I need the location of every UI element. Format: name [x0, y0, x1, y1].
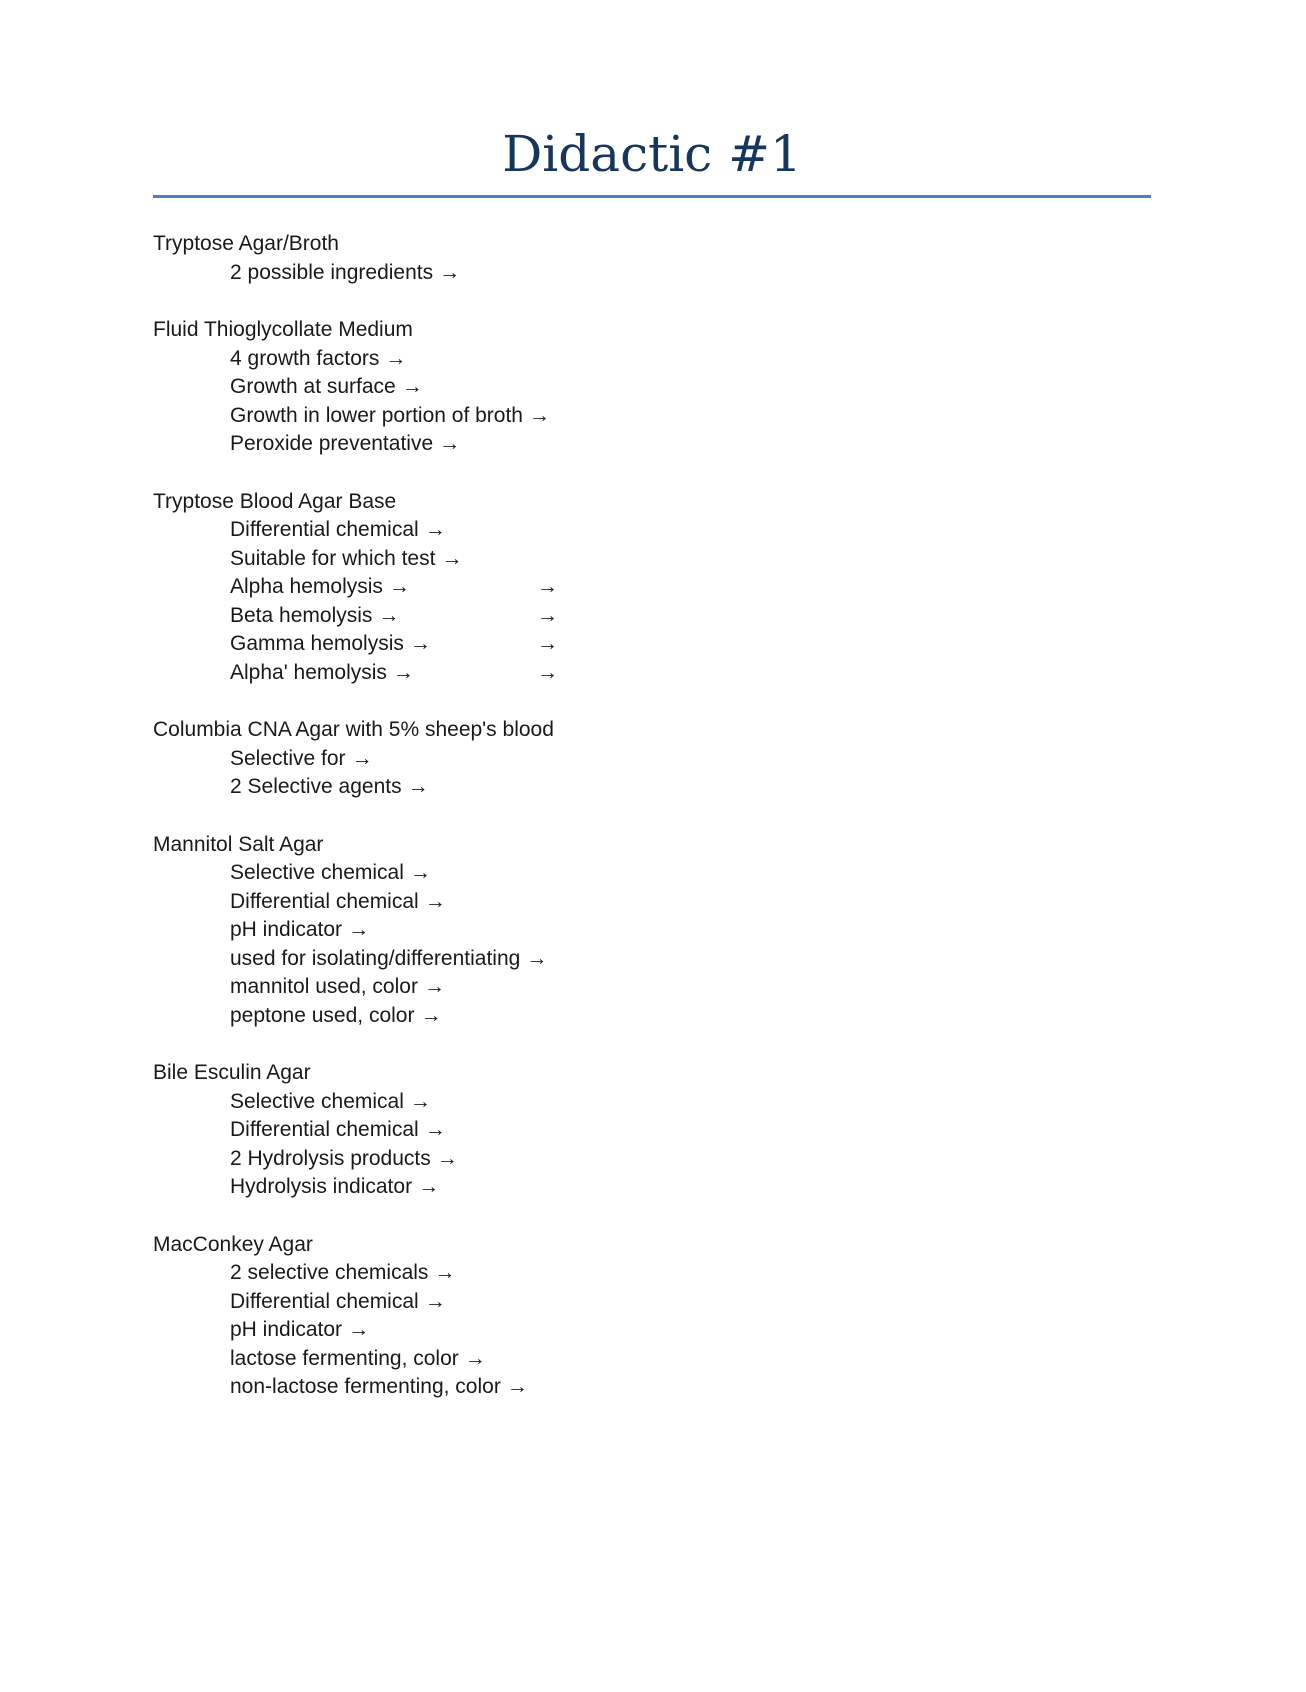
right-arrow-icon: →	[351, 746, 373, 770]
item-label: non-lactose fermenting, color	[230, 1375, 501, 1398]
right-arrow-icon: →	[436, 1146, 458, 1170]
right-arrow-icon: →	[441, 546, 463, 570]
item-label: Growth at surface	[230, 375, 396, 398]
section-heading: Tryptose Agar/Broth	[153, 232, 339, 255]
section	[153, 831, 1151, 1031]
section	[153, 316, 1151, 459]
question-item	[153, 545, 1151, 574]
section-heading: Tryptose Blood Agar Base	[153, 489, 397, 513]
right-arrow-icon: →	[537, 575, 558, 598]
right-arrow-icon: →	[464, 1346, 486, 1370]
item-label: lactose fermenting, color	[230, 1346, 459, 1370]
question-item	[153, 1316, 1151, 1345]
item-label: 2 possible ingredients	[230, 260, 434, 284]
item-label: Hydrolysis indicator	[230, 1175, 413, 1198]
right-arrow-icon: →	[418, 1175, 440, 1198]
item-label: 2 Hydrolysis products	[230, 1146, 431, 1170]
right-arrow-icon: →	[537, 660, 558, 684]
right-arrow-icon: →	[409, 861, 431, 884]
question-item	[153, 1288, 1151, 1317]
item-label: used for isolating/differentiating	[230, 946, 521, 970]
item-label: mannitol used, color	[230, 975, 418, 998]
right-arrow-icon: →	[526, 946, 548, 970]
section	[153, 1059, 1151, 1202]
question-item	[153, 945, 1151, 974]
section-heading: MacConkey Agar	[153, 1232, 313, 1256]
section-heading: Mannitol Salt Agar	[153, 832, 324, 856]
question-item	[153, 916, 1151, 945]
item-label: Gamma hemolysis	[230, 632, 404, 655]
question-item	[153, 1145, 1151, 1174]
right-arrow-icon: →	[537, 632, 558, 655]
section-heading: Columbia CNA Agar with 5% sheep's blood	[153, 718, 554, 741]
right-arrow-icon: →	[439, 432, 461, 455]
right-arrow-icon: →	[409, 632, 431, 655]
question-item	[153, 1002, 1151, 1031]
question-item	[153, 888, 1151, 917]
right-arrow-icon: →	[407, 775, 429, 798]
right-arrow-icon: →	[439, 260, 461, 284]
page-title: Didactic #1	[502, 125, 802, 183]
question-item	[153, 773, 1151, 802]
item-label: Beta hemolysis	[230, 603, 373, 627]
right-arrow-icon: →	[348, 918, 370, 941]
item-label: pH indicator	[230, 918, 343, 941]
question-item	[153, 659, 1151, 688]
question-item	[153, 402, 1151, 431]
question-item	[153, 1259, 1151, 1288]
item-label: Selective chemical	[230, 1089, 404, 1113]
right-arrow-icon: →	[423, 975, 445, 998]
question-item	[153, 630, 1151, 659]
item-label: Peroxide preventative	[230, 432, 434, 455]
right-arrow-icon: →	[424, 518, 446, 541]
item-label: Differential chemical	[230, 518, 419, 541]
right-arrow-icon: →	[424, 889, 446, 913]
question-item	[153, 516, 1151, 545]
question-item	[153, 745, 1151, 774]
question-item	[153, 973, 1151, 1002]
question-item	[153, 1116, 1151, 1145]
item-label: 2 Selective agents	[230, 775, 402, 798]
item-label: 2 selective chemicals	[230, 1261, 429, 1284]
item-label: Selective for	[230, 746, 346, 770]
item-label: peptone used, color	[230, 1003, 415, 1027]
item-label: Selective chemical	[230, 861, 404, 884]
question-item	[153, 602, 1151, 631]
question-item	[153, 430, 1151, 459]
right-arrow-icon: →	[378, 603, 400, 627]
right-arrow-icon: →	[537, 603, 558, 627]
question-item	[153, 1088, 1151, 1117]
right-arrow-icon: →	[409, 1089, 431, 1113]
question-item	[153, 1373, 1151, 1402]
right-arrow-icon: →	[424, 1118, 446, 1141]
document-body	[153, 230, 1151, 1431]
question-item	[153, 259, 1151, 288]
section	[153, 716, 1151, 802]
question-item	[153, 373, 1151, 402]
right-arrow-icon: →	[388, 575, 410, 598]
section-heading: Bile Esculin Agar	[153, 1061, 311, 1084]
right-arrow-icon: →	[434, 1261, 456, 1284]
right-arrow-icon: →	[420, 1003, 442, 1027]
right-arrow-icon: →	[348, 1318, 370, 1341]
item-label: Suitable for which test	[230, 546, 436, 570]
section	[153, 230, 1151, 287]
item-label: Differential chemical	[230, 1289, 419, 1313]
section	[153, 1231, 1151, 1402]
question-item	[153, 1345, 1151, 1374]
question-item	[153, 859, 1151, 888]
section-heading: Fluid Thioglycollate Medium	[153, 318, 413, 341]
question-item	[153, 345, 1151, 374]
item-label: Growth in lower portion of broth	[230, 403, 523, 427]
right-arrow-icon: →	[424, 1289, 446, 1313]
right-arrow-icon: →	[528, 403, 550, 427]
section	[153, 488, 1151, 688]
item-label: Alpha hemolysis	[230, 575, 383, 598]
item-label: pH indicator	[230, 1318, 343, 1341]
item-label: Differential chemical	[230, 1118, 419, 1141]
right-arrow-icon: →	[385, 346, 407, 370]
item-label: Differential chemical	[230, 889, 419, 913]
item-label: 4 growth factors	[230, 346, 380, 370]
question-item	[153, 573, 1151, 602]
right-arrow-icon: →	[401, 375, 423, 398]
item-label: Alpha' hemolysis	[230, 660, 387, 684]
title-underline	[153, 195, 1151, 198]
right-arrow-icon: →	[392, 660, 414, 684]
right-arrow-icon: →	[506, 1375, 528, 1398]
question-item	[153, 1173, 1151, 1202]
